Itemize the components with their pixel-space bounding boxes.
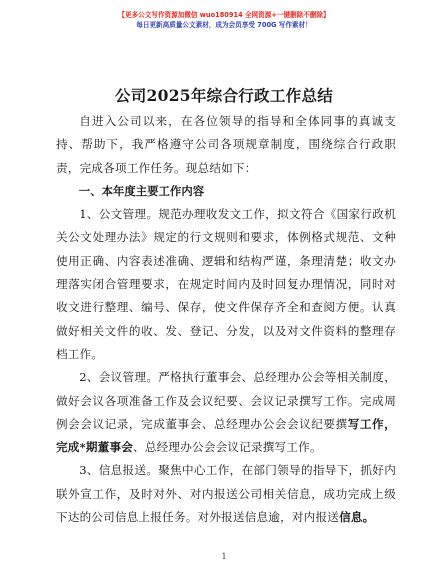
- item-meeting-management: [56, 366, 396, 459]
- section-heading: 一、本年度主要工作内容: [78, 183, 205, 198]
- document-title: 公司2025年综合行政工作总结: [114, 86, 334, 105]
- item-meeting-bold-text: 写工作，完成*期董事会: [56, 416, 396, 455]
- item-meeting-tail-text: 、总经理办公会会议记录撰写工作。: [133, 440, 322, 455]
- promo-banner-line-1: 【更多公文写作资源加微信 wuo180914 全网资源+一键删除不删除】: [118, 11, 330, 19]
- item-info-text: 3、信息报送。聚焦中心工作，在部门领导的指导下，抓好内联外宣工作，及时对外、对内报送公司相关信息，成功完成上级下达的公司信息上报任务。对外报送信息逾，对内报送: [56, 463, 396, 525]
- page-number: 1: [221, 552, 227, 561]
- item-information-reporting: [56, 459, 396, 529]
- document-body: [56, 110, 396, 529]
- promo-banner-line-2: 每日更新高质量公文素材，成为会员享受 700G 写作素材！: [136, 21, 312, 29]
- item-info-bold-text: 信息。: [339, 510, 375, 525]
- item-official-documents: 1、公文管理。规范办理收发文工作，拟文符合《国家行政机关公文处理办法》规定的行文规则和要求，体例格式规范、文种使用正确、内容表述准确、逻辑和结构严谨，条理清楚；收文办理落实闭合管理要求，在规定时间内及时回复办理情况，同时对收文进行整理、编号、保存，使文件保存齐全和查阅方便。认真做好相关文件的收、发、登记、分发，以及对文件资料的整理存档工作。: [56, 207, 396, 361]
- promo-banner: [0, 10, 448, 31]
- item-meeting-text: 2、会议管理。严格执行董事会、总经理办公会等相关制度，做好会议各项准备工作及会议纪要、会议记录撰写工作。完成周例会会议记录，完成董事会、总经理办公会会议纪要撰: [56, 370, 396, 431]
- intro-paragraph: 自进入公司以来，在各位领导的指导和全体同事的真诚支持、帮助下，我严格遵守公司各项规章制度，围绕综合行政职责，完成各项工作任务。现总结如下：: [56, 114, 396, 175]
